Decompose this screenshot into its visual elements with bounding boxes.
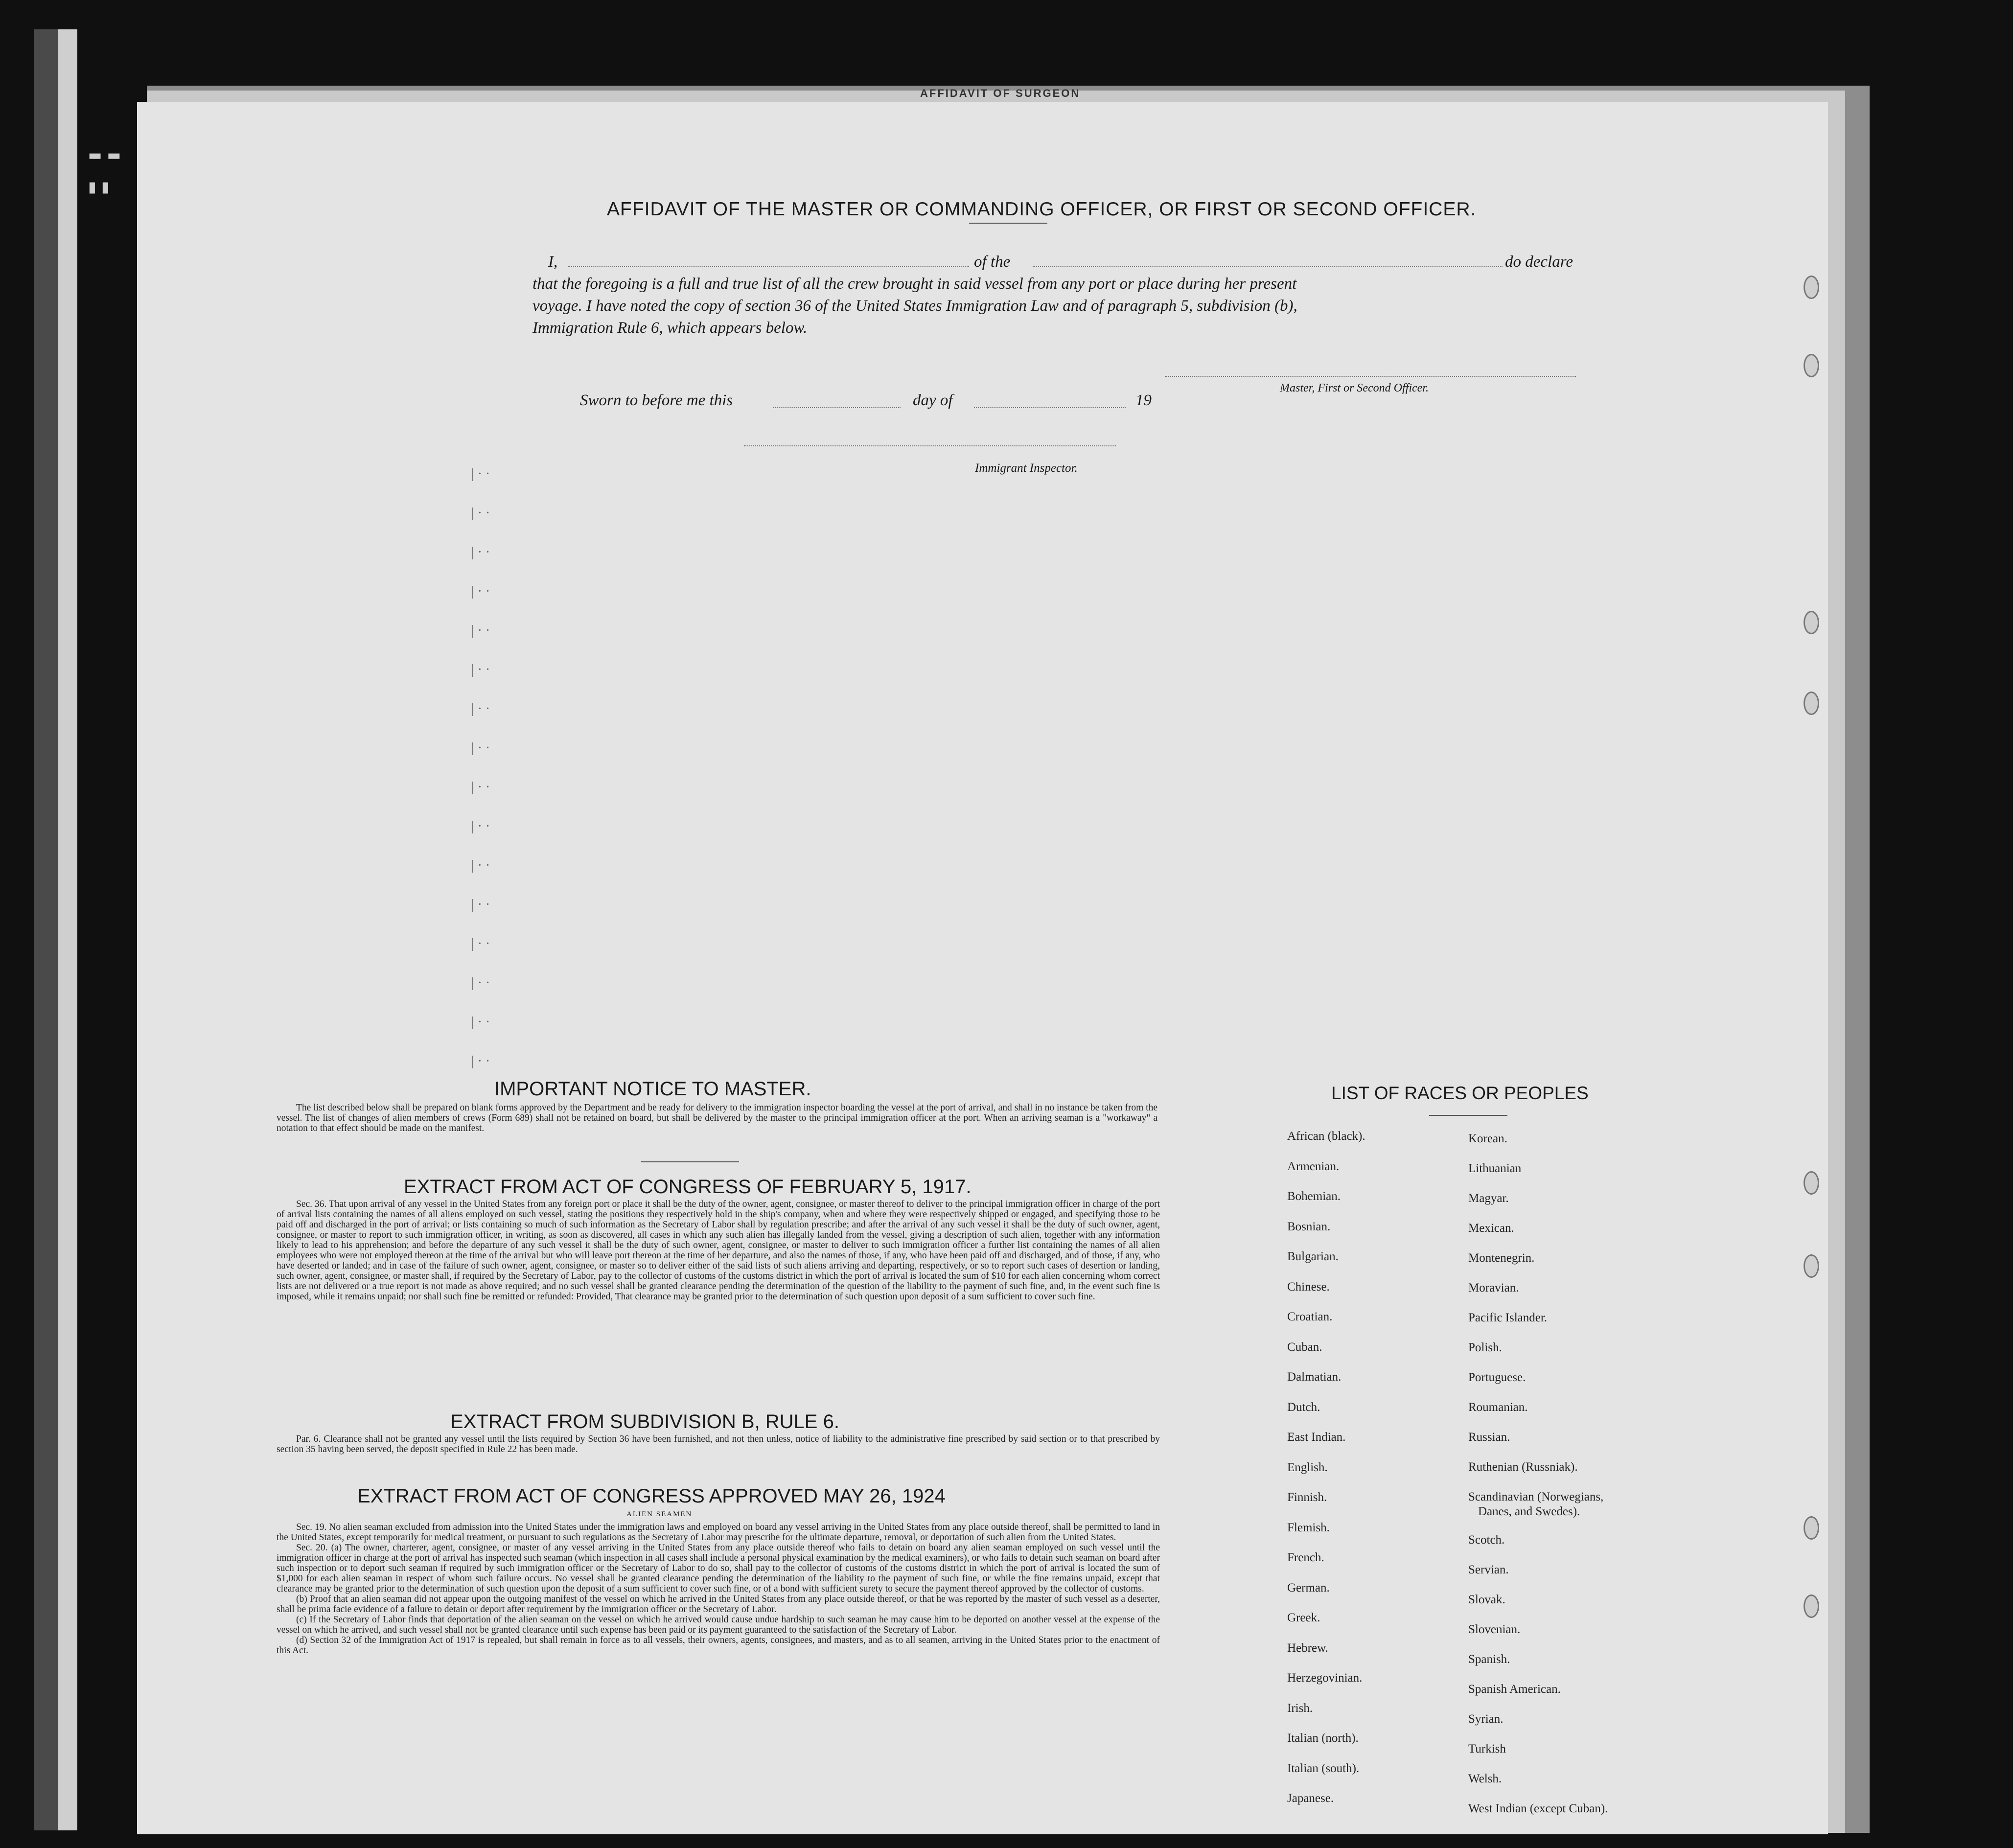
race-item: Scandinavian (Norwegians, [1468,1490,1604,1503]
section-20b-paragraph: (b) Proof that an alien seaman did not appear upon the outgoing manifest of the vessel on which he arrived in the United States from any place outside thereof, or that he was reported by the master of such vessel as a deserter, shall be prima facie evidence of a failure to detain or deport after requirement by the immigration officer or the Secretary of Labor. [277,1594,1160,1615]
decl-i: I, [548,253,558,271]
race-item: Italian (south). [1287,1761,1360,1775]
section-rule [641,1161,739,1162]
race-item: Slovak. [1468,1593,1505,1606]
race-item: Hebrew. [1287,1641,1328,1655]
race-item: Slovenian. [1468,1623,1521,1636]
scan-edge-strip [58,29,77,1830]
race-item: Bulgarian. [1287,1250,1339,1263]
race-item: Japanese. [1287,1792,1334,1805]
punch-hole [1804,276,1819,299]
race-item: Herzegovinian. [1287,1671,1363,1685]
race-item: English. [1287,1460,1328,1474]
affidavit-page [137,102,1828,1834]
decl-do-declare: do declare [1505,253,1573,271]
extract-1924-text [277,1522,1160,1656]
column-tick: | · · [471,623,490,638]
section-20a-paragraph: Sec. 20. (a) The owner, charterer, agent, consignee, or master of any vessel arriving in the United States from any place outside thereof who fails to detain on board any alien seaman employed on such vessel until the immigration officer in charge at the port of arrival has inspected such seaman (which inspection in all cases shall include a personal physical examination by the medical examiners), or who fails to detain such seaman on board after such inspection or to deport such seaman if required by such immigration officer or the Secretary of Labor to do so, shall pay to the collector of customs of the customs district in which the port of arrival is located the sum of $1,000 for each alien seaman in respect of whom such failure occurs. No vessel shall be granted clearance pending the determination of the liability to the payment of such fine, or while the fine remains unpaid, except that clearance may be granted prior to the determination of such question upon the deposit of a sum sufficient to cover such fine, or of a bond with sufficient surety to secure the payment thereof approved by the collector of customs. [277,1543,1160,1594]
month-blank [974,407,1126,408]
column-tick: | · · [471,506,490,521]
affidavit-title: AFFIDAVIT OF THE MASTER OR COMMANDING OFFICER, OR FIRST OR SECOND OFFICER. [607,199,1477,220]
notice-title: IMPORTANT NOTICE TO MASTER. [494,1078,811,1100]
column-tick: | · · [471,545,490,560]
race-item: Scotch. [1468,1533,1505,1547]
stray-mark: ▮ ▮ [88,179,110,196]
decl-line-3: voyage. I have noted the copy of section 36 of the United States Immigration Law and of paragraph 5, subdivision (b), [532,297,1297,315]
column-tick: | · · [471,897,490,912]
races-rule [1429,1115,1507,1116]
decl-line-2: that the foregoing is a full and true list of all the crew brought in said vessel from any port or place during her present [532,275,1297,293]
race-item: Lithuanian [1468,1162,1522,1175]
race-item: Bosnian. [1287,1220,1331,1233]
decl-line-4: Immigration Rule 6, which appears below. [532,319,808,337]
extract-1924-title: EXTRACT FROM ACT OF CONGRESS APPROVED MAY 26, 1924 [357,1485,946,1507]
master-signature-label: Master, First or Second Officer. [1280,382,1429,394]
race-item: Flemish. [1287,1521,1330,1534]
race-item: Magyar. [1468,1192,1509,1205]
column-tick: | · · [471,780,490,795]
race-item: Irish. [1287,1701,1313,1715]
year-text: 19 [1135,392,1152,409]
column-tick: | · · [471,466,490,482]
vessel-blank [1033,266,1503,267]
race-item: Russian. [1468,1431,1510,1444]
race-item: Servian. [1468,1563,1509,1576]
race-item: Chinese. [1287,1280,1330,1294]
race-item: West Indian (except Cuban). [1468,1802,1608,1815]
race-item: French. [1287,1551,1324,1564]
inspector-signature-line [744,445,1116,446]
race-item: Italian (north). [1287,1732,1359,1745]
race-item: Spanish American. [1468,1683,1561,1696]
race-item: Mexican. [1468,1222,1514,1235]
extract-rule6-body: Par. 6. Clearance shall not be granted any vessel until the lists required by Section 36 have been furnished, and not then unless, notice of liability to the administrative fine prescribed by said section or to that prescribed by section 35 having been served, the deposit specified in Rule 22 has been made. [277,1434,1160,1455]
race-item: Korean. [1468,1132,1507,1145]
section-20c-paragraph: (c) If the Secretary of Labor finds that deportation of the alien seaman on the vessel on which he arrived would cause undue hardship to such seaman he may cause him to be deported on another vessel at the expense of the vessel on which he arrived, and such vessel shall not be granted clearance until such expense has been paid or its payment guaranteed to the satisfaction of the Secretary of Labor. [277,1615,1160,1635]
back-sheet-label: AFFIDAVIT OF SURGEON [920,87,1081,99]
race-item: Welsh. [1468,1772,1502,1785]
race-item: Armenian. [1287,1159,1340,1173]
race-item: Dutch. [1287,1400,1320,1414]
race-item: Croatian. [1287,1310,1333,1323]
race-item: Dalmatian. [1287,1370,1342,1384]
race-item: Cuban. [1287,1340,1322,1354]
column-tick: | · · [471,1015,490,1030]
day-of-text: day of [913,392,953,409]
inspector-label: Immigrant Inspector. [975,462,1078,475]
column-tick: | · · [471,701,490,716]
punch-hole [1804,1594,1819,1618]
punch-hole [1804,1171,1819,1195]
race-item: Moravian. [1468,1281,1519,1294]
column-tick: | · · [471,662,490,677]
extract-rule6-title: EXTRACT FROM SUBDIVISION B, RULE 6. [450,1411,839,1432]
race-item: German. [1287,1581,1330,1594]
race-item: Pacific Islander. [1468,1311,1548,1324]
race-item: Finnish. [1287,1491,1327,1504]
race-item: Ruthenian (Russniak). [1468,1460,1578,1474]
decl-of-the: of the [974,253,1011,271]
master-signature-line [1165,376,1576,377]
punch-hole [1804,692,1819,715]
column-tick: | · · [471,584,490,599]
race-item: Bohemian. [1287,1190,1341,1203]
punch-hole [1804,1516,1819,1540]
race-item: Greek. [1287,1611,1320,1624]
race-item: Montenegrin. [1468,1251,1535,1265]
title-rule [969,223,1047,224]
race-item: East Indian. [1287,1431,1346,1444]
extract-1917-body: Sec. 36. That upon arrival of any vessel in the United States from any foreign port or place it shall be the duty of the owner, agent, consignee, or master thereof to deliver to the principal immigration officer in charge of the port of arrival lists containing the names of all aliens employed on such vessel, stating the positions they respectively hold in the ship's company, when and where they were respectively shipped or engaged, and specifying those to be paid off and discharged in the port of arrival; or lists containing so much of such information as the Secretary of Labor shall by regulation prescribe; and after the arrival of any such vessel it shall be the duty of such owner, agent, consignee, or master to report to such immigration officer, in writing, as soon as discovered, all cases in which any such alien has illegally landed from the vessel, giving a description of such alien, together with any information likely to lead to his apprehension; and before the departure of any such vessel it shall be the duty of such owner, agent, consignee, or master to deliver to such immigration officer a further list containing the names of all alien employees who were not employed thereon at the time of the arrival but who will leave port thereon at the time of her departure, and also the names of those, if any, who have been paid off and discharged, and of those, if any, who have deserted or landed; and in case of the failure of such owner, agent, consignee, or master so to deliver either of the said lists of such aliens arriving and departing, respectively, or so to report such cases of desertion or landing, such owner, agent, consignee, or master shall, if required by the Secretary of Labor, pay to the collector of customs of the customs district in which the port of arrival is located the sum of $10 for each alien concerning whom correct lists are not delivered or a true report is not made as above required; and no such vessel shall be granted clearance pending the determination of the question of the liability to the payment of such fine, and, in the event such fine is imposed, while it remains unpaid; nor shall such fine be remitted or refunded: Provided, That clearance may be granted prior to the determination of such question upon deposit of a sum sufficient to cover such fine. [277,1199,1160,1302]
punch-hole [1804,1254,1819,1278]
punch-hole [1804,354,1819,377]
column-tick: | · · [471,1054,490,1069]
name-blank [568,266,969,267]
race-item: Turkish [1468,1742,1506,1756]
section-20d-paragraph: (d) Section 32 of the Immigration Act of 1917 is repealed, but shall remain in force as to all vessels, their owners, agents, consignees, and masters, and as to all seamen, arriving in the United States prior to the enactment of this Act. [277,1635,1160,1656]
day-blank [773,407,901,408]
race-item-continuation: Danes, and Swedes). [1478,1505,1580,1518]
extract-1917-title: EXTRACT FROM ACT OF CONGRESS OF FEBRUARY 5, 1917. [404,1176,972,1198]
column-tick: | · · [471,936,490,951]
column-tick: | · · [471,740,490,756]
race-item: Portuguese. [1468,1371,1526,1384]
race-item: Spanish. [1468,1653,1510,1666]
race-item: Polish. [1468,1341,1502,1354]
extract-1924-subtitle: ALIEN SEAMEN [626,1510,693,1518]
notice-body: The list described below shall be prepared on blank forms approved by the Department and be ready for delivery to the immigration inspector boarding the vessel at the port of arrival, and shall in no instance be taken from the vessel. The list of changes of alien members of crews (Form 689) shall not be retained on board, but shall be delivered by the master to the principal immigration officer at the port. When an arriving seaman is a "workaway" a notation to that effect should be made on the manifest. [277,1103,1157,1133]
race-item: Roumanian. [1468,1401,1528,1414]
race-item: Syrian. [1468,1712,1504,1726]
races-title: LIST OF RACES OR PEOPLES [1331,1083,1589,1103]
section-19-paragraph: Sec. 19. No alien seaman excluded from admission into the United States under the immigration laws and employed on board any vessel arriving in the United States from any place outside thereof, shall be permitted to land in the United States, except temporarily for medical treatment, or pursuant to such regulations as the Secretary of Labor may prescribe for the ultimate departure, removal, or deportation of such alien from the United States. [277,1522,1160,1543]
punch-hole [1804,611,1819,634]
column-tick: | · · [471,975,490,991]
column-tick: | · · [471,858,490,873]
stray-mark: ▬ ▬ [88,147,121,164]
race-item: African (black). [1287,1130,1365,1143]
sworn-text: Sworn to before me this [580,392,733,409]
column-tick: | · · [471,819,490,834]
